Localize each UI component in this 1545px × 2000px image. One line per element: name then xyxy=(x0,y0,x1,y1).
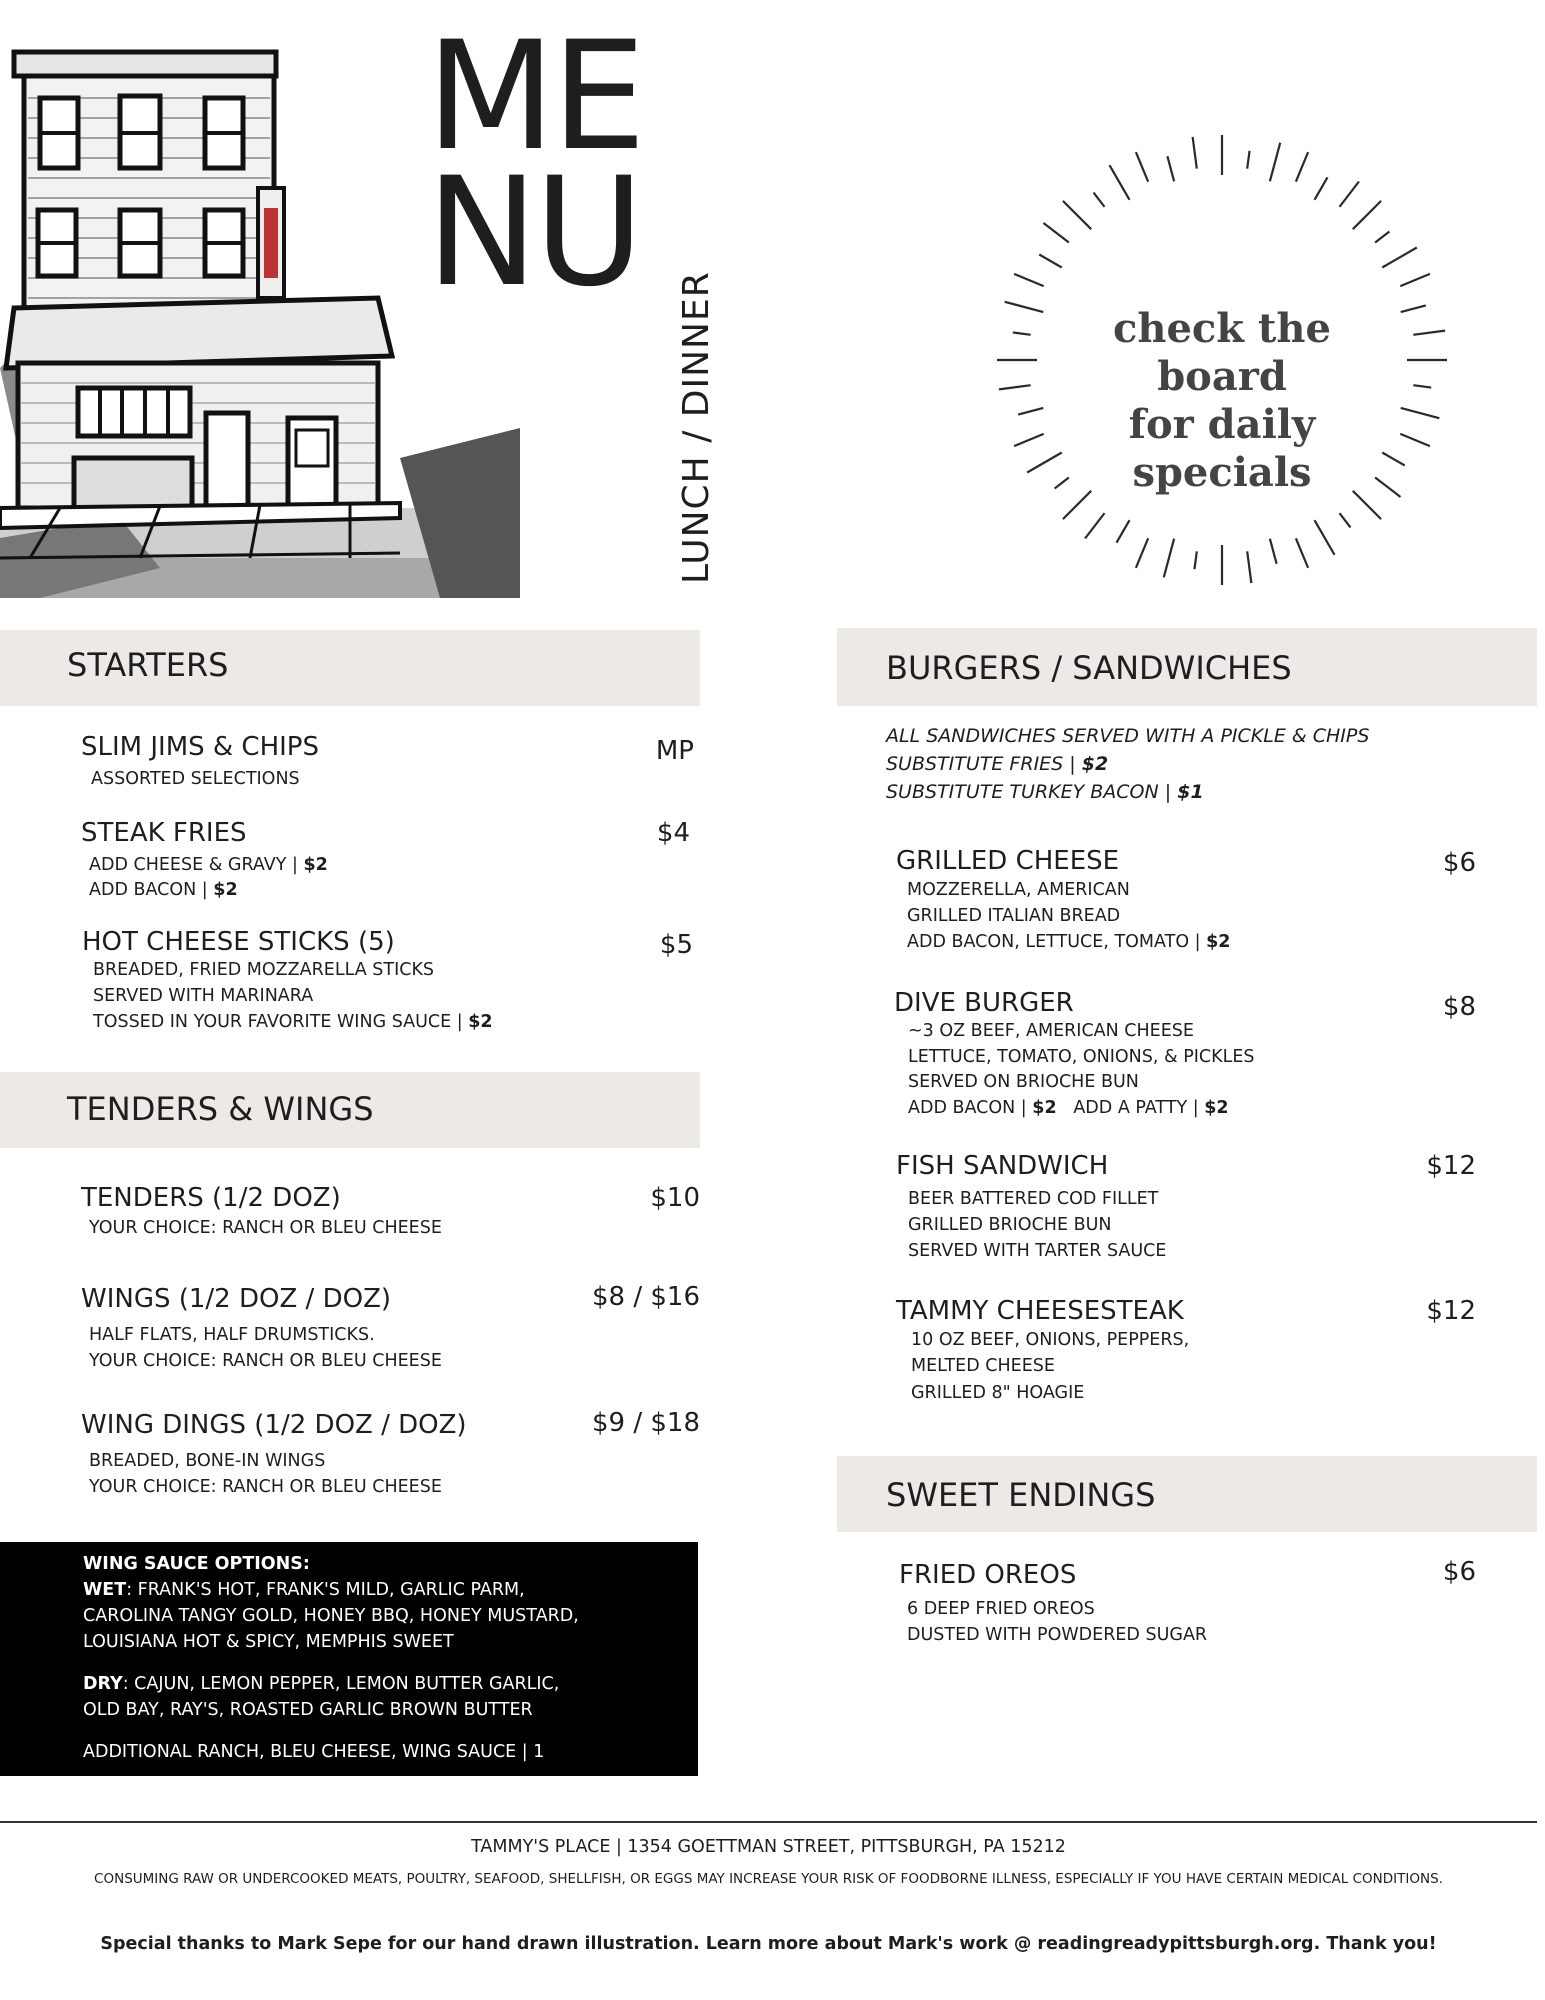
item-desc: LETTUCE, TOMATO, ONIONS, & PICKLES xyxy=(908,1047,1255,1067)
item-desc: MOZZERELLA, AMERICAN xyxy=(907,880,1130,900)
sauce-heading: WING SAUCE OPTIONS: xyxy=(83,1554,310,1574)
sunburst-ray xyxy=(1117,520,1130,543)
item-desc: GRILLED BRIOCHE BUN xyxy=(908,1215,1112,1235)
sunburst-ray xyxy=(1014,434,1044,446)
item-desc: GRILLED ITALIAN BREAD xyxy=(907,906,1121,926)
sunburst-ray xyxy=(1247,151,1249,169)
specials-line-2: for daily specials xyxy=(1128,401,1316,496)
menu-title-bottom: NU xyxy=(426,146,640,320)
sunburst-ray xyxy=(1194,551,1196,569)
tenders-title: TENDERS & WINGS xyxy=(67,1090,374,1128)
sauce-dry-line: OLD BAY, RAY'S, ROASTED GARLIC BROWN BUTTER xyxy=(83,1700,533,1720)
sunburst-ray xyxy=(1400,434,1430,446)
item-desc: YOUR CHOICE: RANCH OR BLEU CHEESE xyxy=(89,1477,442,1497)
footer-divider xyxy=(0,1821,1537,1823)
sandwich-note: SUBSTITUTE TURKEY BACON | $1 xyxy=(886,781,1204,803)
item-desc: YOUR CHOICE: RANCH OR BLEU CHEESE xyxy=(89,1218,442,1238)
item-price: $12 xyxy=(1426,1151,1476,1181)
sunburst-ray xyxy=(1339,181,1358,206)
sunburst-ray xyxy=(1382,248,1417,268)
footer-address: TAMMY'S PLACE | 1354 GOETTMAN STREET, PITTSBURGH, PA 15212 xyxy=(471,1837,1066,1857)
sunburst-ray xyxy=(1136,538,1148,568)
sunburst-ray xyxy=(1353,201,1381,229)
item-price: $9 / $18 xyxy=(592,1408,700,1438)
sandwich-note: ALL SANDWICHES SERVED WITH A PICKLE & CHIPS xyxy=(886,725,1370,747)
item-desc: ADD CHEESE & GRAVY | $2 xyxy=(89,855,328,875)
item-price: $5 xyxy=(659,930,693,960)
item-desc: BREADED, BONE-IN WINGS xyxy=(89,1451,326,1471)
item-price: $6 xyxy=(1442,1557,1476,1587)
item-desc: ADD BACON | $2 ADD A PATTY | $2 xyxy=(908,1098,1229,1118)
item-name: WING DINGS (1/2 DOZ / DOZ) xyxy=(81,1410,467,1440)
item-desc: BEER BATTERED COD FILLET xyxy=(908,1189,1159,1209)
sunburst-ray xyxy=(1247,551,1251,583)
item-desc: TOSSED IN YOUR FAVORITE WING SAUCE | $2 xyxy=(93,1012,493,1032)
item-price: $6 xyxy=(1442,848,1476,878)
specials-line-1: check the board xyxy=(1113,305,1331,400)
item-desc: SERVED WITH TARTER SAUCE xyxy=(908,1241,1167,1261)
item-name: DIVE BURGER xyxy=(894,988,1074,1018)
sunburst-ray xyxy=(1110,165,1130,200)
sunburst-ray xyxy=(1315,177,1328,200)
sauce-dry-line: DRY: CAJUN, LEMON PEPPER, LEMON BUTTER GARLIC, xyxy=(83,1674,560,1694)
menu-title-top: ME xyxy=(426,10,643,184)
sunburst-ray xyxy=(1005,302,1044,312)
sunburst-ray xyxy=(1270,143,1280,182)
item-desc: DUSTED WITH POWDERED SUGAR xyxy=(907,1625,1208,1645)
sunburst-ray xyxy=(1063,201,1091,229)
specials-callout xyxy=(1042,305,1402,497)
item-price: $4 xyxy=(656,818,690,848)
sunburst-ray xyxy=(1296,538,1308,568)
sunburst-ray xyxy=(1013,332,1031,334)
item-price: $12 xyxy=(1426,1296,1476,1326)
sunburst-ray xyxy=(1315,520,1335,555)
item-desc: SERVED WITH MARINARA xyxy=(93,986,314,1006)
item-name: HOT CHEESE STICKS (5) xyxy=(82,927,395,957)
item-name: SLIM JIMS & CHIPS xyxy=(81,732,319,762)
desserts-title: SWEET ENDINGS xyxy=(886,1476,1156,1514)
footer-health-warning: CONSUMING RAW OR UNDERCOOKED MEATS, POULTRY, SEAFOOD, SHELLFISH, OR EGGS MAY INCREASE YOUR RISK OF FOODBORNE ILLNESS, ESPECIALLY IF YOU HAVE CERTAIN MEDICAL CONDITIONS. xyxy=(94,1871,1443,1887)
wing-sauce-panel xyxy=(0,1542,698,1776)
footer-credits: Special thanks to Mark Sepe for our hand drawn illustration. Learn more about Mark's work @ readingreadypittsburgh.org. Thank you! xyxy=(100,1934,1437,1954)
item-desc: ADD BACON, LETTUCE, TOMATO | $2 xyxy=(907,932,1231,952)
item-name: FRIED OREOS xyxy=(899,1560,1077,1590)
burgers-title: BURGERS / SANDWICHES xyxy=(886,649,1292,687)
sunburst-ray xyxy=(1043,223,1068,242)
item-desc: ADD BACON | $2 xyxy=(89,880,238,900)
item-name: FISH SANDWICH xyxy=(896,1151,1109,1181)
item-desc: MELTED CHEESE xyxy=(911,1356,1055,1376)
item-name: TENDERS (1/2 DOZ) xyxy=(81,1183,341,1213)
item-price: $8 / $16 xyxy=(592,1282,700,1312)
menu-subtitle: LUNCH / DINNER xyxy=(676,271,717,584)
sauce-wet-line: LOUISIANA HOT & SPICY, MEMPHIS SWEET xyxy=(83,1632,454,1652)
sunburst-ray xyxy=(1014,274,1044,286)
item-desc: ~3 OZ BEEF, AMERICAN CHEESE xyxy=(908,1021,1194,1041)
item-desc: BREADED, FRIED MOZZARELLA STICKS xyxy=(93,960,435,980)
sunburst-ray xyxy=(1270,539,1277,564)
sunburst-ray xyxy=(1136,152,1148,182)
item-name: GRILLED CHEESE xyxy=(896,846,1120,876)
item-name: WINGS (1/2 DOZ / DOZ) xyxy=(81,1284,392,1314)
sunburst-ray xyxy=(1413,385,1431,387)
sauce-wet-line: CAROLINA TANGY GOLD, HONEY BBQ, HONEY MUSTARD, xyxy=(83,1606,579,1626)
sunburst-ray xyxy=(1094,193,1105,207)
sunburst-ray xyxy=(1339,513,1350,527)
sunburst-ray xyxy=(1167,156,1174,181)
item-desc: GRILLED 8" HOAGIE xyxy=(911,1383,1085,1403)
sunburst-ray xyxy=(1164,539,1174,578)
sunburst-ray xyxy=(1401,408,1440,418)
sunburst-ray xyxy=(1193,137,1197,169)
item-desc: 10 OZ BEEF, ONIONS, PEPPERS, xyxy=(911,1330,1190,1350)
item-price: $8 xyxy=(1442,992,1476,1022)
item-desc: 6 DEEP FRIED OREOS xyxy=(907,1599,1095,1619)
sunburst-ray xyxy=(1413,331,1445,335)
item-desc: SERVED ON BRIOCHE BUN xyxy=(908,1072,1139,1092)
item-price: MP xyxy=(655,736,694,766)
sunburst-ray xyxy=(1018,408,1043,415)
sunburst-ray xyxy=(1375,232,1389,243)
sauce-additional: ADDITIONAL RANCH, BLEU CHEESE, WING SAUCE | 1 xyxy=(83,1742,545,1762)
item-name: TAMMY CHEESESTEAK xyxy=(896,1296,1184,1326)
item-desc: ASSORTED SELECTIONS xyxy=(91,769,300,789)
sandwich-note: SUBSTITUTE FRIES | $2 xyxy=(886,753,1109,775)
sauce-wet-line: WET: FRANK'S HOT, FRANK'S MILD, GARLIC PARM, xyxy=(83,1580,525,1600)
sunburst-ray xyxy=(1401,305,1426,312)
sunburst-ray xyxy=(1400,274,1430,286)
starters-title: STARTERS xyxy=(67,646,229,684)
item-price: $10 xyxy=(650,1183,700,1213)
sunburst-ray xyxy=(1085,513,1104,538)
sunburst-ray xyxy=(999,385,1031,389)
item-desc: YOUR CHOICE: RANCH OR BLEU CHEESE xyxy=(89,1351,442,1371)
sunburst-ray xyxy=(1039,255,1062,268)
item-name: STEAK FRIES xyxy=(81,818,247,848)
item-desc: HALF FLATS, HALF DRUMSTICKS. xyxy=(89,1325,375,1345)
sunburst-ray xyxy=(1296,152,1308,182)
